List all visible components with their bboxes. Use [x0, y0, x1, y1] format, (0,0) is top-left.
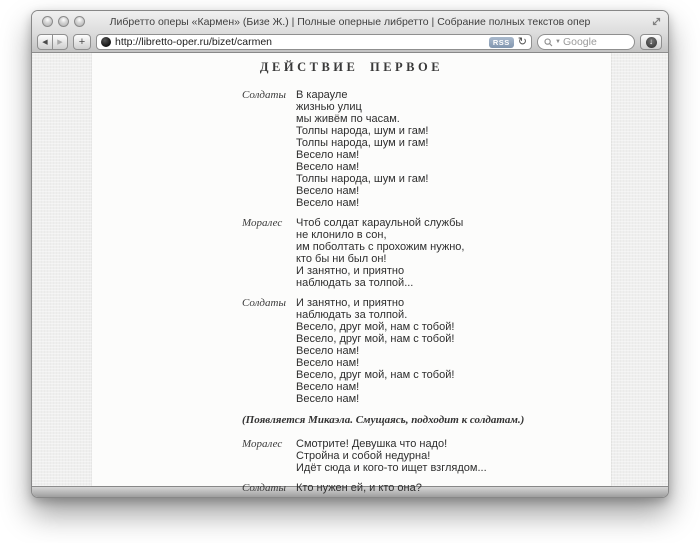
search-field[interactable] [537, 34, 635, 50]
dialogue-lines [296, 217, 591, 289]
browser-window [31, 10, 669, 498]
dialogue-line: Идёт сюда и кого-то ищет взглядом... [296, 462, 487, 474]
resize-corner-icon[interactable] [651, 14, 662, 25]
dialogue-line: Весело нам! [296, 357, 360, 369]
minimize-button[interactable] [58, 16, 69, 27]
speaker-name: Солдаты [242, 89, 286, 101]
dialogue-line: И занятно, и приятно [296, 265, 405, 277]
dialogue-lines [296, 438, 591, 474]
dialogue-block [242, 482, 591, 494]
window-title: Либретто оперы «Кармен» (Бизе Ж.) | Полные оперные либретто | Собрание полных текстов опер [109, 15, 591, 28]
dialogue-block [242, 438, 591, 474]
search-input[interactable] [563, 36, 628, 48]
add-bookmark-button[interactable] [73, 34, 91, 50]
dialogue-line: Кто нужен ей, и кто она? [296, 482, 422, 494]
forward-button[interactable] [52, 34, 68, 50]
dialogue-line: Толпы народа, шум и гам! [296, 137, 429, 149]
back-icon: ◀ [42, 38, 48, 46]
dialogue-lines [296, 482, 591, 494]
dialogue-line: Чтоб солдат караульной службы [296, 217, 464, 229]
dialogue-line: Стройна и собой недурна! [296, 450, 431, 462]
title-bar[interactable] [32, 11, 668, 32]
window-chrome [32, 11, 668, 53]
close-button[interactable] [42, 16, 53, 27]
libretto-text [92, 89, 611, 494]
dialogue-line: Толпы народа, шум и гам! [296, 125, 429, 137]
page-content-column [92, 53, 611, 494]
zoom-button[interactable] [74, 16, 85, 27]
dialogue-lines [296, 297, 591, 405]
dialogue-line: наблюдать за толпой... [296, 277, 414, 289]
dialogue-line: Смотрите! Девушка что надо! [296, 438, 448, 450]
dialogue-line: В карауле [296, 89, 348, 101]
dialogue-line: Весело нам! [296, 149, 360, 161]
dialogue-block [242, 217, 591, 289]
reload-icon[interactable]: ↻ [517, 35, 527, 48]
speaker-name: Моралес [242, 438, 283, 450]
dialogue-line: Весело нам! [296, 161, 360, 173]
dialogue-line: Весело, друг мой, нам с тобой! [296, 369, 455, 381]
forward-icon: ▶ [57, 38, 63, 46]
dialogue-line: Весело, друг мой, нам с тобой! [296, 333, 455, 345]
dialogue-block [242, 89, 591, 209]
site-favicon [101, 37, 111, 47]
dialogue-line: наблюдать за толпой. [296, 309, 408, 321]
dialogue-line: мы живём по часам. [296, 113, 400, 125]
dialogue-line: им поболтать с прохожим нужно, [296, 241, 465, 253]
dialogue-line: И занятно, и приятно [296, 297, 405, 309]
browser-toolbar [32, 32, 668, 52]
search-scope-chevron-icon[interactable]: ▼ [555, 39, 561, 45]
download-button[interactable] [640, 34, 662, 50]
back-button[interactable] [37, 34, 53, 50]
dialogue-line: кто бы ни был он! [296, 253, 387, 265]
stage-direction: (Появляется Микаэла. Смущаясь, подходит к солдатам.) [242, 414, 525, 426]
nav-buttons [37, 34, 68, 50]
dialogue-line: Весело нам! [296, 197, 360, 209]
speaker-name: Моралес [242, 217, 283, 229]
speaker-name: Солдаты [242, 482, 286, 494]
address-bar[interactable] [96, 34, 532, 50]
window-controls [42, 16, 85, 27]
dialogue-line: не клонило в сон, [296, 229, 387, 241]
speaker-name: Солдаты [242, 297, 286, 309]
download-icon: ↓ [646, 37, 657, 48]
dialogue-line: Весело, друг мой, нам с тобой! [296, 321, 455, 333]
dialogue-line: Толпы народа, шум и гам! [296, 173, 429, 185]
search-icon [544, 38, 553, 47]
dialogue-lines [296, 89, 591, 209]
dialogue-line: Весело нам! [296, 185, 360, 197]
rss-badge[interactable]: RSS [489, 37, 514, 48]
act-heading: ДЕЙСТВИЕ ПЕРВОЕ [259, 60, 444, 74]
dialogue-line: Весело нам! [296, 381, 360, 393]
dialogue-line: жизнью улиц [296, 101, 362, 113]
url-input[interactable] [115, 35, 485, 49]
dialogue-line: Весело нам! [296, 345, 360, 357]
dialogue-block [242, 297, 591, 405]
page-viewport [32, 53, 668, 494]
plus-icon: + [78, 35, 86, 48]
dialogue-line: Весело нам! [296, 393, 360, 405]
